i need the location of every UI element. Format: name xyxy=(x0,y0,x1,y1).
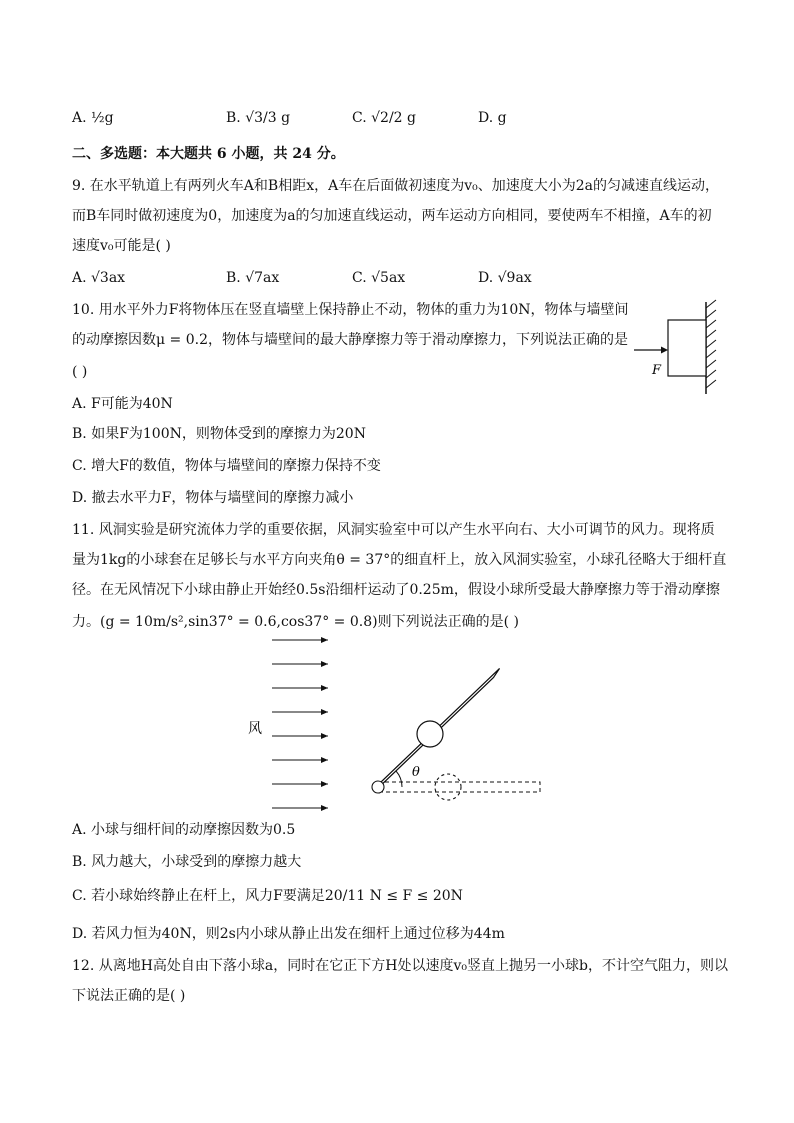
q9-option-a: A. √3ax xyxy=(72,270,126,286)
q11-figure xyxy=(240,630,560,820)
q8-option-a: A. ½g xyxy=(72,110,114,126)
q11-line-4: 力。(g = 10m/s²,sin37° = 0.6,cos37° = 0.8)则下列说法正确的是( ) xyxy=(72,614,519,630)
q11-line-3: 径。在无风情况下小球由静止开始经0.5s沿细杆运动了0.25m，假设小球所受最大静摩擦力等于滑动摩擦 xyxy=(72,582,720,598)
q8-option-b: B. √3/3 g xyxy=(226,110,291,126)
q9-line-1: 9. 在水平轨道上有两列火车A和B相距x，A车在后面做初速度为v₀、加速度大小为2a的匀减速直线运动， xyxy=(72,178,719,194)
q11-option-a: A. 小球与细杆间的动摩擦因数为0.5 xyxy=(72,822,296,838)
q10-line-1: 10. 用水平外力F将物体压在竖直墙壁上保持静止不动，物体的重力为10N，物体与墙壁间 xyxy=(72,302,629,318)
angle-arc xyxy=(396,771,402,787)
q10-line-3: ( ) xyxy=(72,364,88,380)
q9-option-b: B. √7ax xyxy=(226,270,280,286)
q9-line-2: 而B车同时做初速度为0，加速度为a的匀加速直线运动，两车运动方向相同，要使两车不相撞，A车的初 xyxy=(72,208,712,224)
dashed-ball xyxy=(435,774,461,800)
q12-line-2: 下说法正确的是( ) xyxy=(72,988,186,1004)
q9-option-d: D. √9ax xyxy=(478,270,532,286)
q10-option-d: D. 撤去水平力F，物体与墙壁间的摩擦力减小 xyxy=(72,490,354,506)
q10-figure xyxy=(630,298,730,398)
section-header: 二、多选题：本大题共 6 小题，共 24 分。 xyxy=(72,146,345,162)
q11-line-2: 量为1kg的小球套在足够长与水平方向夹角θ = 37°的细直杆上，放入风洞实验室，小球孔径略大于细杆直 xyxy=(72,552,727,568)
q11-option-b: B. 风力越大，小球受到的摩擦力越大 xyxy=(72,854,302,870)
q9-line-3: 速度v₀可能是( ) xyxy=(72,238,171,254)
q11-line-1: 11. 风洞实验是研究流体力学的重要依据，风洞实验室中可以产生水平向右、大小可调节的风力。现将质 xyxy=(72,522,715,538)
q12-line-1: 12. 从离地H高处自由下落小球a，同时在它正下方H处以速度v₀竖直上抛另一小球b，不计空气阻力，则以 xyxy=(72,958,728,974)
block xyxy=(668,320,706,376)
q10-option-c: C. 增大F的数值，物体与墙壁间的摩擦力保持不变 xyxy=(72,458,381,474)
angle-label: θ xyxy=(412,765,420,780)
q11-option-d: D. 若风力恒为40N，则2s内小球从静止出发在细杆上通过位移为44m xyxy=(72,926,505,942)
q8-option-c: C. √2/2 g xyxy=(352,110,416,126)
pivot-point xyxy=(372,781,384,793)
wind-label: 风 xyxy=(248,721,262,737)
q10-option-a: A. F可能为40N xyxy=(72,396,173,412)
q10-line-2: 的动摩擦因数μ = 0.2，物体与墙壁间的最大静摩擦力等于滑动摩擦力，下列说法正确的是 xyxy=(72,332,628,348)
q11-option-c: C. 若小球始终静止在杆上，风力F要满足20/11 N ≤ F ≤ 20N xyxy=(72,888,463,904)
q10-option-b: B. 如果F为100N，则物体受到的摩擦力为20N xyxy=(72,426,366,442)
wall-hatching xyxy=(706,300,716,388)
force-arrowhead xyxy=(661,347,668,354)
ball xyxy=(417,721,443,747)
wind-arrows xyxy=(272,640,328,808)
q9-option-c: C. √5ax xyxy=(352,270,406,286)
force-label: F xyxy=(652,363,662,378)
q8-option-d: D. g xyxy=(478,110,507,126)
